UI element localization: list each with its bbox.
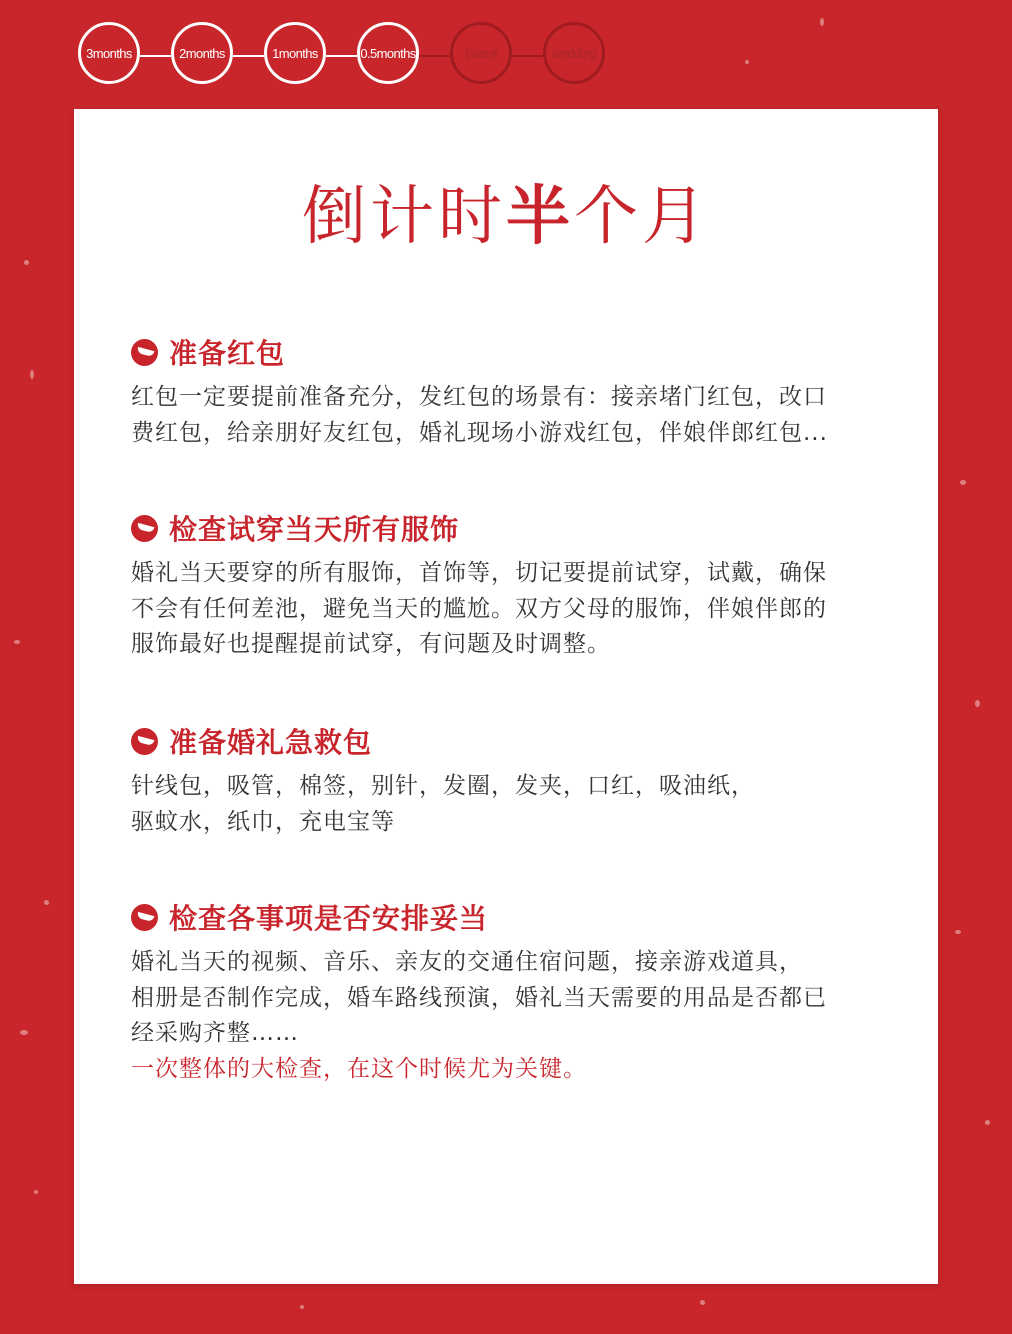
section-header xyxy=(131,897,891,937)
content-card xyxy=(74,109,938,1284)
timeline-connector xyxy=(140,55,171,57)
red-circle-bullet-icon xyxy=(131,339,158,366)
timeline-connector xyxy=(512,55,543,57)
title-suffix: 个月 xyxy=(574,180,710,254)
section-heading: 检查各事项是否安排妥当 xyxy=(169,902,489,935)
timeline-connector xyxy=(326,55,357,57)
timeline-connector xyxy=(419,55,450,57)
section-body: 婚礼当天要穿的所有服饰，首饰等，切记要提前试穿，试戴，确保 不会有任何差池，避免当天的尴尬。双方父母的服饰，伴娘伴郎的 服饰最好也提醒提前试穿，有问题及时调整。 xyxy=(131,560,827,657)
timeline-stage-1week: 1week xyxy=(450,22,512,84)
section-heading: 检查试穿当天所有服饰 xyxy=(169,513,460,546)
countdown-timeline xyxy=(78,22,638,90)
section-body: 红包一定要提前准备充分，发红包的场景有：接亲堵门红包，改口 费红包，给亲朋好友红包，婚礼现场小游戏红包，伴娘伴郎红包... xyxy=(131,384,828,446)
section-final-check xyxy=(131,897,891,1087)
section-header xyxy=(131,508,891,548)
red-circle-bullet-icon xyxy=(131,515,158,542)
section-body: 婚礼当天的视频、音乐、亲友的交通住宿问题，接亲游戏道具， 相册是否制作完成，婚车路线预演，婚礼当天需要的用品是否都已 经采购齐整…… xyxy=(131,949,827,1046)
highlight-note: 一次整体的大检查，在这个时候尤为关键。 xyxy=(131,1055,587,1082)
section-red-envelopes xyxy=(131,332,891,451)
section-heading: 准备红包 xyxy=(169,337,286,370)
red-circle-bullet-icon xyxy=(131,728,158,755)
title-prefix: 倒计时 xyxy=(302,180,506,254)
red-circle-bullet-icon xyxy=(131,904,158,931)
timeline-stage-half-month: 0.5months xyxy=(357,22,419,84)
timeline-stage-2months: 2months xyxy=(171,22,233,84)
title-emphasis: 半 xyxy=(506,180,574,254)
timeline-stage-1months: 1months xyxy=(264,22,326,84)
section-body: 针线包，吸管，棉签，别针，发圈，发夹，口红，吸油纸， 驱蚊水，纸巾，充电宝等 xyxy=(131,773,755,835)
section-emergency-kit xyxy=(131,721,891,840)
page-title xyxy=(74,180,938,254)
timeline-stage-3months: 3months xyxy=(78,22,140,84)
timeline-stage-wedding: wedding xyxy=(543,22,605,84)
section-header xyxy=(131,721,891,761)
section-heading: 准备婚礼急救包 xyxy=(169,726,373,759)
section-outfit-check xyxy=(131,508,891,663)
timeline-connector xyxy=(233,55,264,57)
section-header xyxy=(131,332,891,372)
